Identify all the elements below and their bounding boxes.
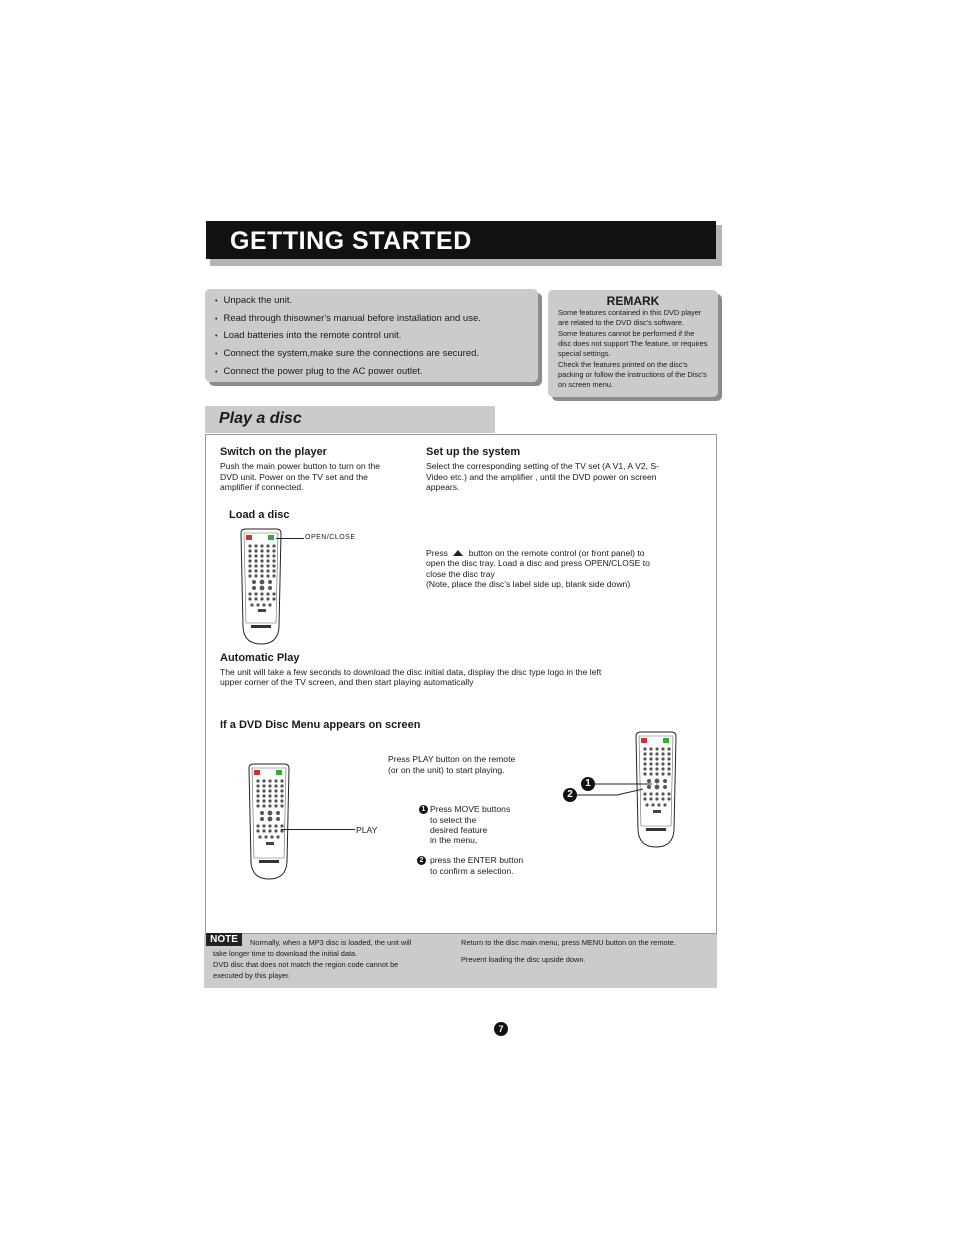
load-disc-line: Press button on the remote control (or front panel) to [426, 548, 645, 558]
load-disc-heading: Load a disc [229, 509, 290, 521]
remark-line: Some features contained in this DVD player [558, 308, 702, 317]
remark-line: Some features cannot be performed if the [558, 329, 695, 338]
setup-line: appears. [426, 482, 460, 492]
play-callout: PLAY [356, 825, 378, 835]
switch-on-line: DVD unit. Power on the TV set and the [220, 472, 368, 482]
switch-on-line: amplifier if connected. [220, 482, 304, 492]
setup-line: Select the corresponding setting of the TV set (A V1, A V2, S- [426, 461, 659, 471]
remark-title: REMARK [606, 294, 660, 308]
play-callout-line [281, 829, 355, 830]
open-close-callout-line [276, 538, 304, 539]
play-line: (or on the unit) to start playing. [388, 765, 505, 775]
bullet-item: • Connect the power plug to the AC power outlet. [215, 366, 423, 377]
dvd-menu-heading: If a DVD Disc Menu appears on screen [220, 719, 421, 731]
remark-line: disc does not support The feature, or requires [558, 339, 708, 348]
load-disc-line: open the disc tray. Load a disc and press OPEN/CLOSE to [426, 558, 650, 568]
bullet-item: • Connect the system,make sure the connections are secured. [215, 348, 480, 359]
step-1-badge: 1 [419, 805, 428, 814]
remote-control-image [238, 527, 284, 647]
page-number: 7 [494, 1022, 508, 1036]
step-2-badge: 2 [417, 856, 426, 865]
remark-line: special settings. [558, 349, 611, 358]
remark-line: on screen menu. [558, 380, 614, 389]
note-label: NOTE [206, 933, 242, 946]
bullet-item: • Unpack the unit. [215, 295, 293, 306]
step-1-marker: 1 [581, 777, 595, 791]
step-1-line: desired feature [430, 825, 488, 835]
setup-heading: Set up the system [426, 446, 521, 458]
setup-line: Video etc.) and the amplifier , until the DVD power on screen [426, 472, 657, 482]
note-line: Normally, when a MP3 disc is loaded, the unit will [250, 938, 412, 947]
auto-play-line: upper corner of the TV screen, and then start playing automatically [220, 677, 474, 687]
remark-line: are related to the DVD disc's software. [558, 318, 684, 327]
intro-bullets-box [205, 289, 538, 382]
note-line: executed by this player. [213, 971, 291, 980]
bullet-item: • Read through thisowner's manual before installation and use. [215, 313, 481, 324]
step-2-line: to confirm a selection. [430, 866, 514, 876]
page-title: GETTING STARTED [230, 227, 472, 255]
note-line: Prevent loading the disc upside down. [461, 955, 586, 964]
remark-box [548, 290, 718, 397]
switch-on-line: Push the main power button to turn on the [220, 461, 381, 471]
step-1-line: Press MOVE buttons [430, 804, 511, 814]
step-2-marker: 2 [563, 788, 577, 802]
step-2-line: press the ENTER button [430, 855, 524, 865]
load-disc-line: (Note, place the disc's label side up, blank side down) [426, 579, 631, 589]
eject-icon [453, 550, 463, 556]
note-line: DVD disc that does not match the region code cannot be [213, 960, 399, 969]
note-line: Return to the disc main menu, press MENU button on the remote. [461, 938, 676, 947]
open-close-callout: OPEN/CLOSE [305, 534, 356, 541]
auto-play-line: The unit will take a few seconds to download the disc initial data, display the disc type logo in the left [220, 667, 602, 677]
move-enter-callout-lines [577, 780, 657, 800]
play-line: Press PLAY button on the remote [388, 754, 516, 764]
switch-on-heading: Switch on the player [220, 446, 327, 458]
step-1-line: to select the [430, 815, 477, 825]
section-title: Play a disc [219, 410, 302, 427]
load-disc-line: close the disc tray [426, 569, 495, 579]
remark-line: packing or follow the instructions of the Disc's [558, 370, 707, 379]
remote-control-image [246, 762, 292, 882]
auto-play-heading: Automatic Play [220, 652, 300, 664]
step-1-line: in the menu, [430, 835, 478, 845]
note-line: take longer time to download the initial data. [213, 949, 358, 958]
remark-line: Check the features printed on the disc's [558, 360, 688, 369]
bullet-item: • Load batteries into the remote control unit. [215, 330, 402, 341]
